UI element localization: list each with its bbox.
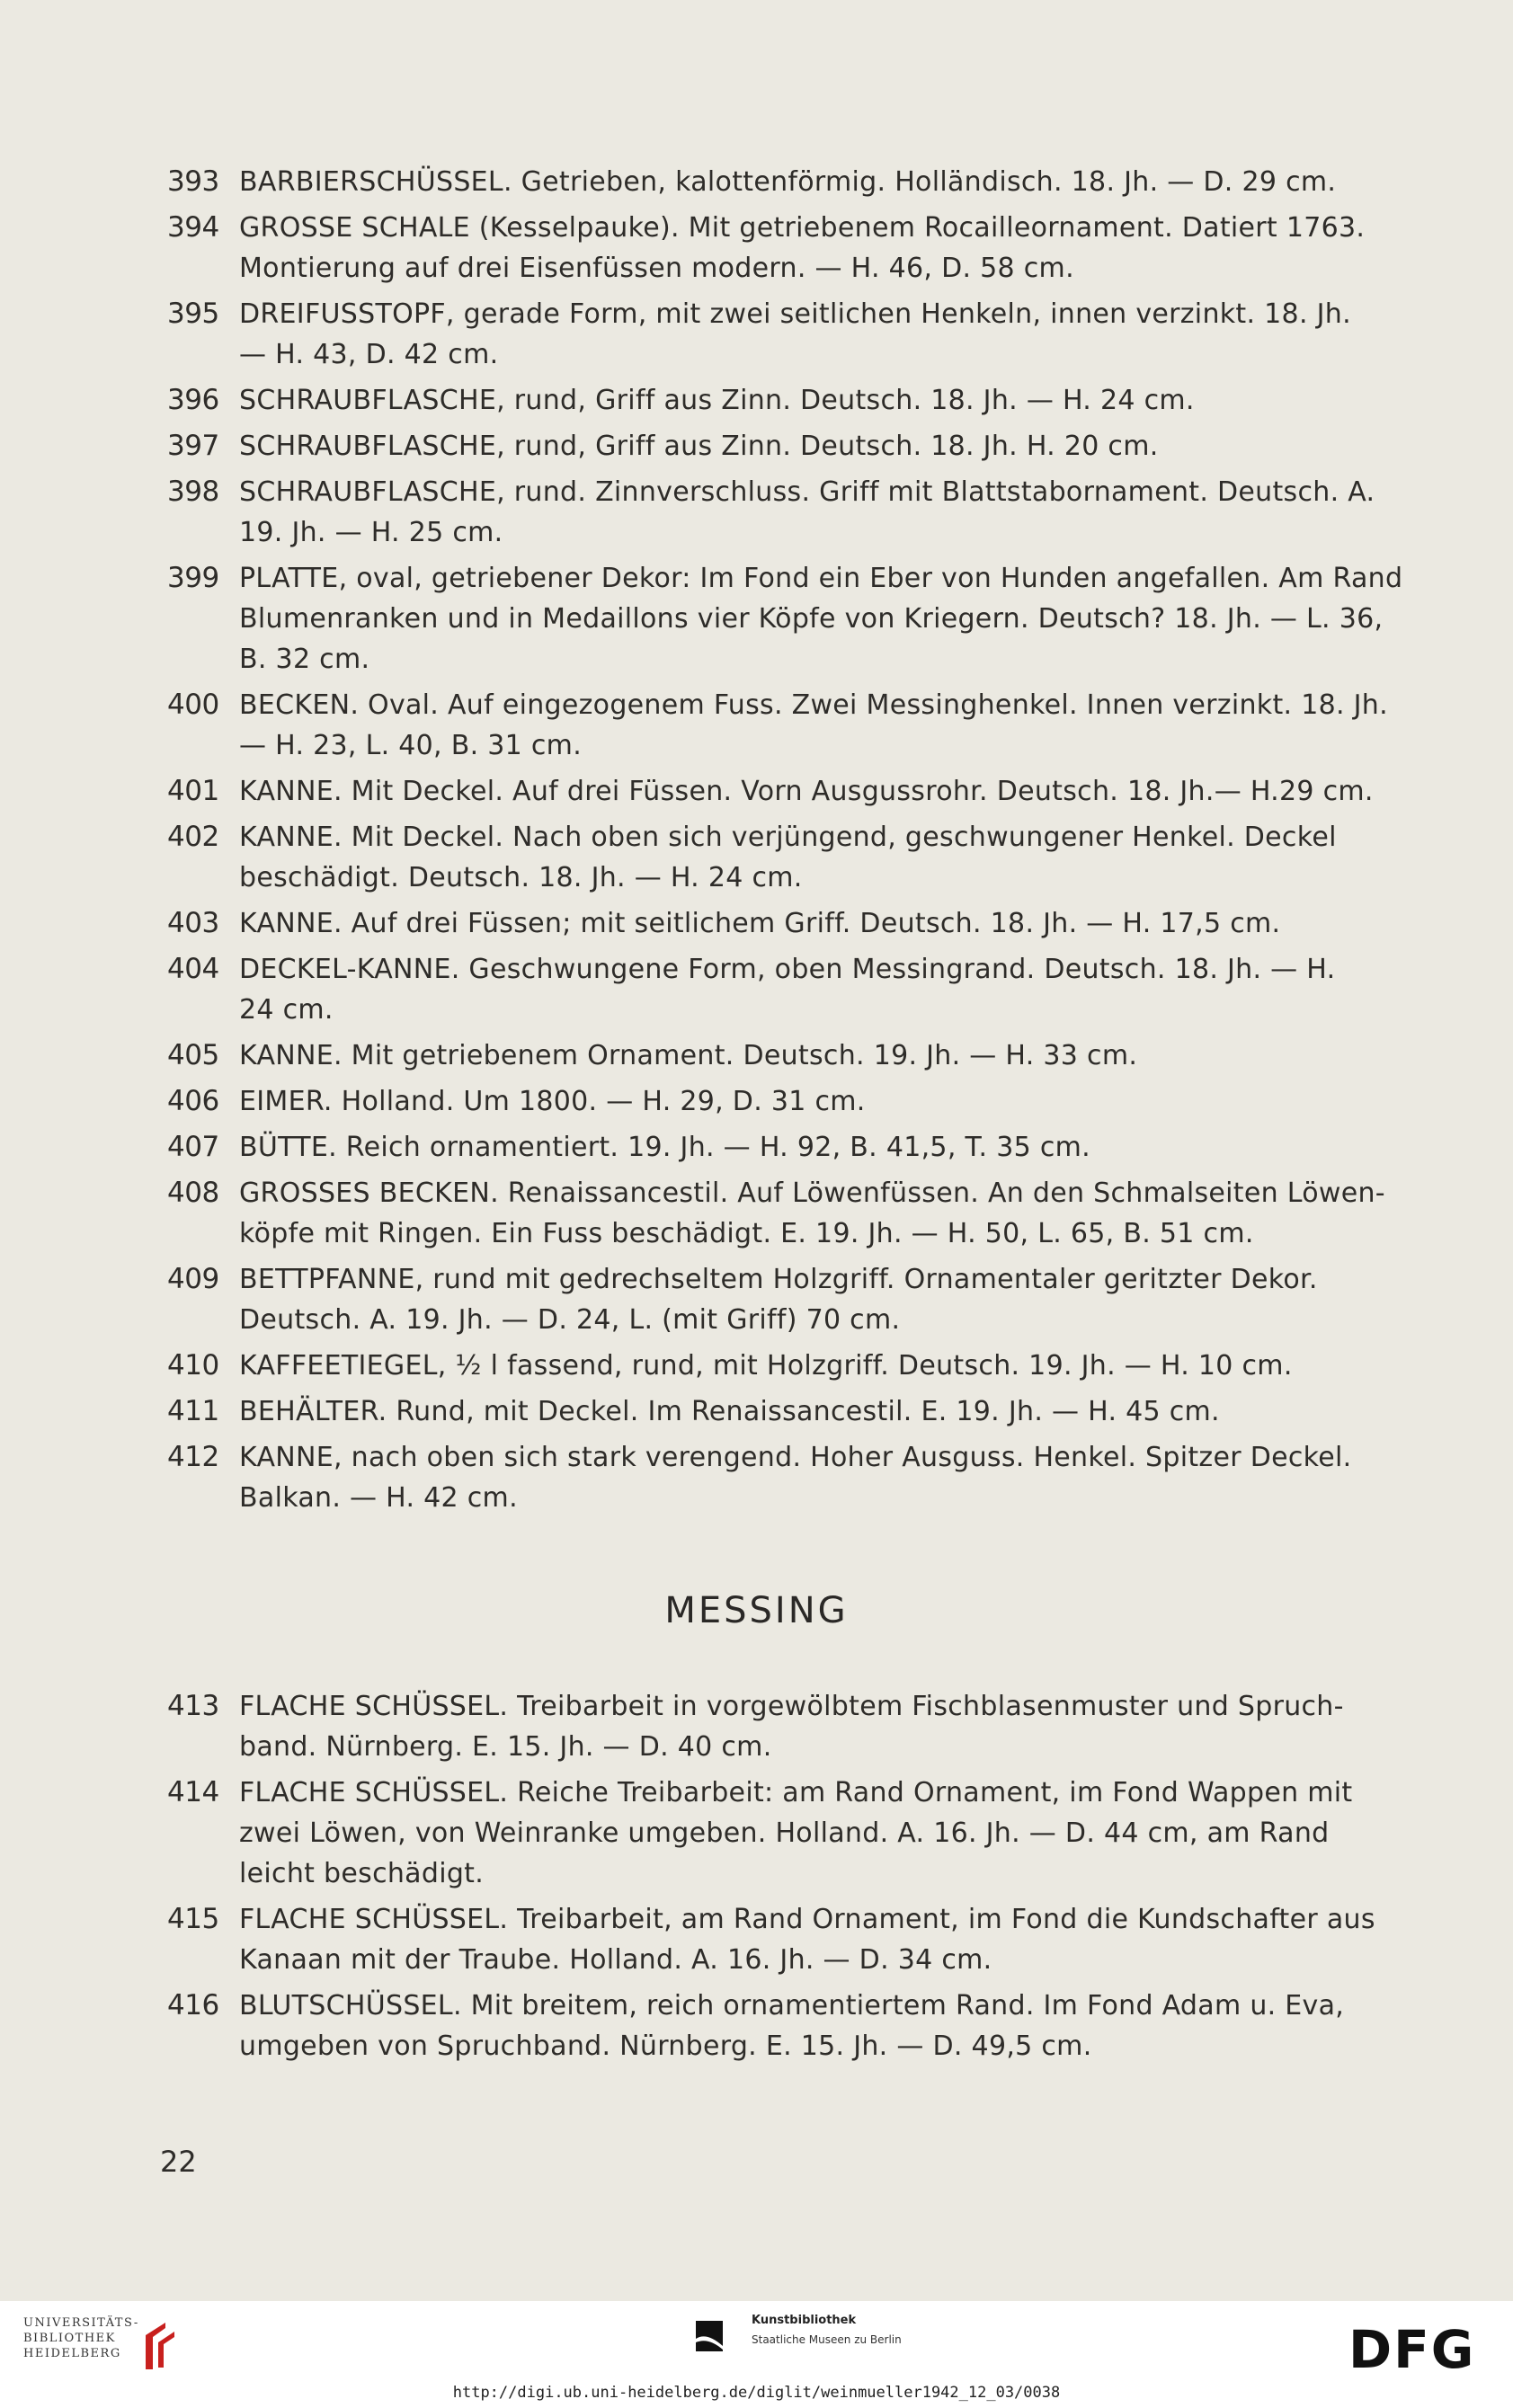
entry-line: KANNE. Mit Deckel. Auf drei Füssen. Vorn Ausgussrohr. Deutsch. 18. Jh.— H.29 cm. (239, 776, 1374, 807)
entry-line: BECKEN. Oval. Auf eingezogenem Fuss. Zwei Messinghenkel. Innen verzinkt. 18. Jh. (239, 689, 1388, 721)
entry-description (239, 472, 1433, 553)
entry-number: 413 (167, 1690, 219, 1722)
uni-logo-line: HEIDELBERG (23, 2347, 121, 2360)
entry-number: 408 (167, 1177, 219, 1209)
entry-number: 411 (167, 1395, 219, 1427)
entry-description (239, 817, 1433, 898)
entry-line: 24 cm. (239, 994, 334, 1026)
entry-number: 402 (167, 821, 219, 853)
entry-description (239, 294, 1433, 375)
entry-description (239, 1986, 1433, 2066)
entry-line: KANNE. Auf drei Füssen; mit seitlichem Griff. Deutsch. 18. Jh. — H. 17,5 cm. (239, 908, 1281, 939)
entry-line: 19. Jh. — H. 25 cm. (239, 517, 503, 548)
entry-number: 414 (167, 1776, 219, 1808)
entry-description (239, 1391, 1433, 1432)
entry-description (239, 1773, 1433, 1894)
entry-line: FLACHE SCHÜSSEL. Treibarbeit in vorgewölbtem Fischblasenmuster und Spruch- (239, 1691, 1344, 1722)
entry-line: leicht beschädigt. (239, 1858, 485, 1889)
entry-line: GROSSE SCHALE (Kesselpauke). Mit getriebenem Rocailleornament. Datiert 1763. (239, 212, 1366, 244)
entry-line: EIMER. Holland. Um 1800. — H. 29, D. 31 cm. (239, 1086, 866, 1117)
entry-line: BARBIERSCHÜSSEL. Getrieben, kalottenförmig. Holländisch. 18. Jh. — D. 29 cm. (239, 166, 1337, 198)
entry-line: GROSSES BECKEN. Renaissancestil. Auf Löwenfüssen. An den Schmalseiten Löwen- (239, 1177, 1385, 1209)
dfg-logo (1348, 2321, 1492, 2375)
entry-number: 394 (167, 211, 219, 244)
entry-description (239, 208, 1433, 289)
kunstbibliothek-logo (692, 2308, 926, 2362)
entry-line: SCHRAUBFLASCHE, rund. Zinnverschluss. Griff mit Blattstabornament. Deutsch. A. (239, 476, 1375, 508)
entry-line: Kanaan mit der Traube. Holland. A. 16. Jh. — D. 34 cm. (239, 1944, 992, 1976)
source-url[interactable]: http://digi.ub.uni-heidelberg.de/diglit/weinmueller1942_12_03/0038 (452, 2384, 1061, 2402)
entry-description (239, 1035, 1433, 1076)
entry-line: B. 32 cm. (239, 644, 370, 675)
entry-line: umgeben von Spruchband. Nürnberg. E. 15. Jh. — D. 49,5 cm. (239, 2030, 1092, 2062)
entry-line: Blumenranken und in Medaillons vier Köpfe von Kriegern. Deutsch? 18. Jh. — L. 36, (239, 603, 1384, 635)
entry-description (239, 1346, 1433, 1386)
entry-line: BETTPFANNE, rund mit gedrechseltem Holzgriff. Ornamentaler geritzter Dekor. (239, 1264, 1318, 1295)
entry-description (239, 685, 1433, 766)
entry-line: Deutsch. A. 19. Jh. — D. 24, L. (mit Griff) 70 cm. (239, 1304, 901, 1336)
entry-number: 406 (167, 1085, 219, 1117)
entry-description (239, 1081, 1433, 1122)
entry-line: BLUTSCHÜSSEL. Mit breitem, reich ornamentiertem Rand. Im Fond Adam u. Eva, (239, 1990, 1345, 2021)
entry-description (239, 558, 1433, 680)
entry-number: 396 (167, 384, 219, 416)
uni-logo-line: UNIVERSITÄTS- (23, 2316, 139, 2330)
entry-description (239, 162, 1433, 202)
entry-line: — H. 43, D. 42 cm. (239, 339, 499, 370)
entry-line: KAFFEETIEGEL, ½ l fassend, rund, mit Holzgriff. Deutsch. 19. Jh. — H. 10 cm. (239, 1350, 1293, 1382)
page-number: 22 (160, 2145, 197, 2179)
dfg-logo-text: DFG (1348, 2321, 1476, 2375)
uni-logo-line: BIBLIOTHEK (23, 2332, 116, 2345)
section-heading: MESSING (664, 1590, 849, 1631)
entry-description (239, 771, 1433, 812)
entry-description (239, 1173, 1433, 1254)
entry-number: 397 (167, 430, 219, 462)
entry-line: — H. 23, L. 40, B. 31 cm. (239, 730, 583, 761)
entry-number: 405 (167, 1039, 219, 1071)
entry-line: KANNE. Mit getriebenem Ornament. Deutsch. 19. Jh. — H. 33 cm. (239, 1040, 1138, 1071)
entry-line: FLACHE SCHÜSSEL. Treibarbeit, am Rand Ornament, im Fond die Kundschafter aus (239, 1904, 1375, 1935)
digitization-footer (0, 2301, 1513, 2408)
entry-line: KANNE, nach oben sich stark verengend. Hoher Ausguss. Henkel. Spitzer Deckel. (239, 1442, 1352, 1473)
entry-description (239, 1127, 1433, 1168)
entry-number: 410 (167, 1349, 219, 1382)
entry-number: 412 (167, 1441, 219, 1473)
entry-description (239, 380, 1433, 421)
entry-line: Balkan. — H. 42 cm. (239, 1482, 518, 1514)
entry-line: SCHRAUBFLASCHE, rund, Griff aus Zinn. Deutsch. 18. Jh. — H. 24 cm. (239, 385, 1195, 416)
entry-description (239, 1259, 1433, 1340)
entry-number: 403 (167, 907, 219, 939)
entry-line: BEHÄLTER. Rund, mit Deckel. Im Renaissancestil. E. 19. Jh. — H. 45 cm. (239, 1396, 1220, 1427)
university-library-logo (23, 2315, 185, 2361)
entry-number: 398 (167, 475, 219, 508)
entry-line: köpfe mit Ringen. Ein Fuss beschädigt. E. 19. Jh. — H. 50, L. 65, B. 51 cm. (239, 1218, 1254, 1249)
entry-line: beschädigt. Deutsch. 18. Jh. — H. 24 cm. (239, 862, 803, 893)
entry-description (239, 1437, 1433, 1518)
entry-number: 400 (167, 689, 219, 721)
entry-line: zwei Löwen, von Weinranke umgeben. Holland. A. 16. Jh. — D. 44 cm, am Rand (239, 1817, 1330, 1849)
entry-number: 415 (167, 1903, 219, 1935)
entry-number: 407 (167, 1131, 219, 1163)
entry-number: 409 (167, 1263, 219, 1295)
entry-line: SCHRAUBFLASCHE, rund, Griff aus Zinn. Deutsch. 18. Jh. H. 20 cm. (239, 431, 1159, 462)
entry-number: 395 (167, 298, 219, 330)
entry-line: BÜTTE. Reich ornamentiert. 19. Jh. — H. 92, B. 41,5, T. 35 cm. (239, 1132, 1090, 1163)
entry-line: DREIFUSSTOPF, gerade Form, mit zwei seitlichen Henkeln, innen verzinkt. 18. Jh. (239, 298, 1351, 330)
entry-number: 416 (167, 1989, 219, 2021)
kb-subtitle: Staatliche Museen zu Berlin (752, 2333, 902, 2346)
kb-name: Kunstbibliothek (752, 2314, 857, 2327)
entry-number: 404 (167, 953, 219, 985)
entry-number: 401 (167, 775, 219, 807)
entry-number: 399 (167, 562, 219, 594)
entry-description (239, 1686, 1433, 1767)
entry-line: DECKEL-KANNE. Geschwungene Form, oben Messingrand. Deutsch. 18. Jh. — H. (239, 954, 1336, 985)
entry-description (239, 1899, 1433, 1980)
entry-line: KANNE. Mit Deckel. Nach oben sich verjüngend, geschwungener Henkel. Deckel (239, 822, 1337, 853)
entry-description (239, 426, 1433, 466)
entry-line: PLATTE, oval, getriebener Dekor: Im Fond ein Eber von Hunden angefallen. Am Rand (239, 563, 1403, 594)
kunstbibliothek-emblem-icon (692, 2319, 728, 2355)
entry-line: band. Nürnberg. E. 15. Jh. — D. 40 cm. (239, 1731, 772, 1763)
entry-line: Montierung auf drei Eisenfüssen modern. — H. 46, D. 58 cm. (239, 253, 1074, 284)
entry-line: FLACHE SCHÜSSEL. Reiche Treibarbeit: am Rand Ornament, im Fond Wappen mit (239, 1777, 1353, 1808)
entry-number: 393 (167, 165, 219, 198)
library-emblem-icon (138, 2315, 180, 2373)
entry-description (239, 949, 1433, 1030)
entry-description (239, 903, 1433, 944)
